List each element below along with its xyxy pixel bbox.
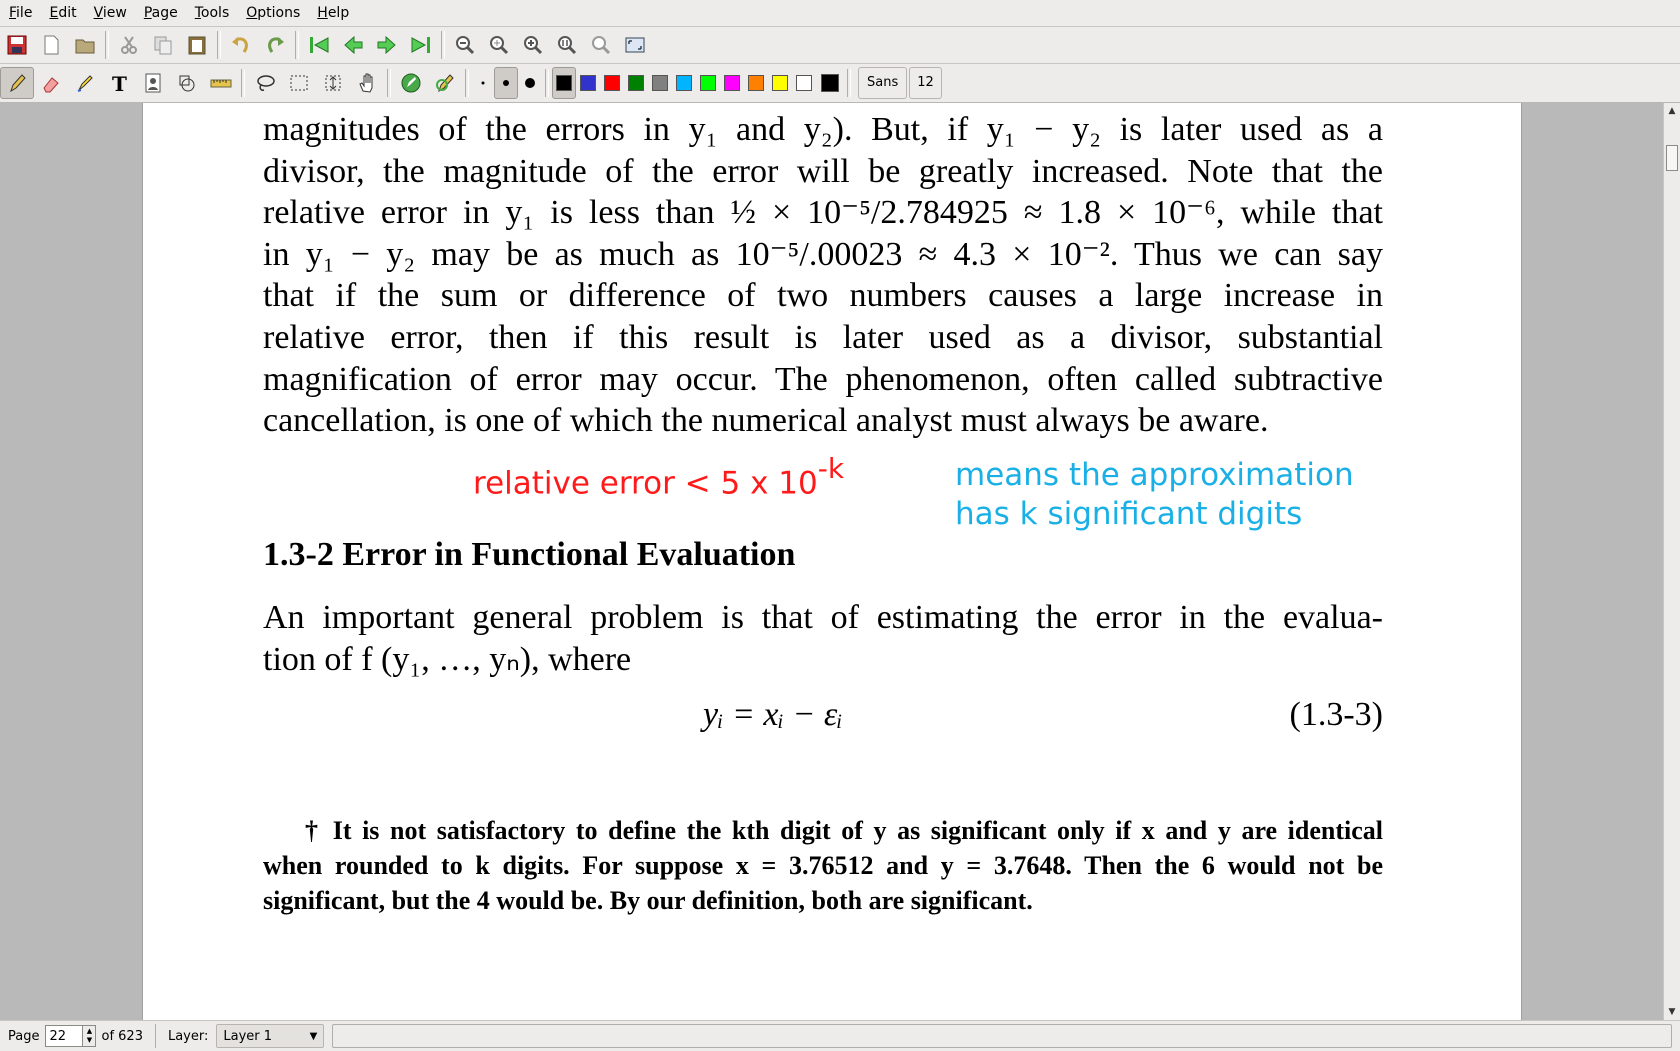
- zoom-out-icon[interactable]: [448, 29, 482, 61]
- status-separator: [155, 1024, 156, 1048]
- color-orange[interactable]: [744, 67, 768, 99]
- ruler-tool-icon[interactable]: [204, 67, 238, 99]
- text-line: † It is not satisfactory to define the kth digit of y as significant only if x and y are identical: [305, 816, 1383, 845]
- color-gray[interactable]: [648, 67, 672, 99]
- menu-page[interactable]: Page: [143, 5, 178, 21]
- menu-options[interactable]: Options: [246, 5, 301, 21]
- paragraph-subtractive-cancellation: [263, 109, 1383, 442]
- toolbar-separator: [441, 31, 445, 59]
- toolbar-separator: [241, 69, 245, 97]
- status-message-field: [332, 1024, 1672, 1048]
- shape-recognizer-icon[interactable]: [170, 67, 204, 99]
- text-line: tion of f (y₁, …, yₙ), where: [263, 640, 632, 678]
- text-line: that if the sum or difference of two numbers causes a large increase in: [263, 277, 1383, 315]
- section-heading: 1.3-2 Error in Functional Evaluation: [263, 536, 796, 573]
- color-black[interactable]: [552, 67, 576, 99]
- menu-edit[interactable]: Edit: [49, 5, 77, 21]
- page-number-input[interactable]: 22: [45, 1025, 83, 1047]
- handwritten-annotation-blue[interactable]: [955, 456, 1354, 534]
- toolbar-separator: [217, 31, 221, 59]
- color-swatch: [556, 75, 572, 91]
- page-spinner[interactable]: [83, 1025, 96, 1047]
- handwritten-annotation-red[interactable]: relative error < 5 x $10^{-k}$: [473, 452, 845, 502]
- text-line: An important general problem is that of estimating the error in the evalua-: [263, 599, 1383, 636]
- text-line: magnitudes of the errors in y₁ and y₂). But, if y₁ − y₂ is later used as a: [263, 111, 1383, 148]
- pen-settings-icon[interactable]: [428, 67, 462, 99]
- toolbar-separator: [105, 31, 109, 59]
- highlighter-tool-icon[interactable]: [68, 67, 102, 99]
- font-size-button[interactable]: 12: [909, 67, 942, 99]
- text-line: when rounded to k digits. For suppose x = 3.76512 and y = 3.7648. Then the 6 would not be: [263, 851, 1383, 880]
- color-red[interactable]: [600, 67, 624, 99]
- page-label: Page: [8, 1028, 40, 1044]
- layer-value: Layer 1: [223, 1028, 273, 1044]
- zoom-width-icon[interactable]: [584, 29, 618, 61]
- text-line: in y₁ − y₂ may be as much as 10⁻⁵/.00023 ≈ 4.3 × 10⁻². Thus we can say: [263, 235, 1383, 273]
- color-magenta[interactable]: [720, 67, 744, 99]
- pdf-page[interactable]: [142, 103, 1522, 1020]
- equation-text: yᵢ = xᵢ − εᵢ: [703, 696, 843, 733]
- text-line: significant, but the 4 would be. By our definition, both are significant.: [263, 886, 1033, 915]
- equation-1-3-3: [263, 696, 1383, 740]
- text-line: relative error in y₁ is less than ½ × 10⁻⁵/2.784925 ≈ 1.8 × 10⁻⁶, while that: [263, 194, 1383, 232]
- zoom-in-icon[interactable]: [516, 29, 550, 61]
- new-document-icon[interactable]: [34, 29, 68, 61]
- rect-select-icon[interactable]: [282, 67, 316, 99]
- paragraph-functional-evaluation: [263, 597, 1383, 680]
- toolbar-separator: [847, 69, 851, 97]
- toolbar-separator: [387, 69, 391, 97]
- page-count: of 623: [101, 1028, 143, 1044]
- fullscreen-icon[interactable]: [618, 29, 652, 61]
- redo-icon[interactable]: [258, 29, 292, 61]
- menu-file[interactable]: File: [9, 5, 33, 21]
- text-tool-icon[interactable]: [102, 67, 136, 99]
- copy-icon[interactable]: [146, 29, 180, 61]
- equation-number: (1.3-3): [1289, 696, 1383, 733]
- scroll-up-icon[interactable]: ▲: [1668, 106, 1676, 116]
- hand-tool-icon[interactable]: [350, 67, 384, 99]
- vertical-space-icon[interactable]: [316, 67, 350, 99]
- layer-select[interactable]: [216, 1024, 324, 1048]
- annotation-line: means the approximation: [955, 457, 1354, 493]
- font-button[interactable]: Sans: [858, 67, 907, 99]
- color-custom[interactable]: [816, 67, 844, 99]
- toolbar-separator: [545, 69, 549, 97]
- lasso-select-icon[interactable]: [248, 67, 282, 99]
- next-page-icon[interactable]: [370, 29, 404, 61]
- footnote: [263, 813, 1383, 918]
- first-page-icon[interactable]: [302, 29, 336, 61]
- menu-tools[interactable]: Tools: [194, 5, 230, 21]
- main-toolbar: [0, 27, 1680, 64]
- paste-icon[interactable]: [180, 29, 214, 61]
- color-yellow[interactable]: [768, 67, 792, 99]
- annotation-line: has k significant digits: [955, 496, 1303, 532]
- text-line: relative error, then if this result is later used as a divisor, substantial: [263, 318, 1383, 356]
- toolbar-separator: [465, 69, 469, 97]
- text-line: cancellation, is one of which the numerical analyst must always be aware.: [263, 402, 1269, 440]
- eraser-tool-icon[interactable]: [34, 67, 68, 99]
- cut-icon[interactable]: [112, 29, 146, 61]
- spin-up-icon[interactable]: ▲: [86, 1027, 93, 1035]
- scrollbar-thumb[interactable]: [1666, 145, 1678, 171]
- menu-bar: [0, 0, 1680, 27]
- toolbar-separator: [295, 31, 299, 59]
- previous-page-icon[interactable]: [336, 29, 370, 61]
- status-bar: [0, 1020, 1680, 1051]
- scroll-down-icon[interactable]: ▼: [1668, 1007, 1676, 1017]
- layer-label: Layer:: [167, 1028, 209, 1044]
- zoom-fit-icon[interactable]: [482, 29, 516, 61]
- thickness-thick-icon[interactable]: [518, 67, 542, 99]
- open-folder-icon[interactable]: [68, 29, 102, 61]
- color-light-green[interactable]: [696, 67, 720, 99]
- menu-view[interactable]: View: [93, 5, 127, 21]
- chevron-down-icon: ▼: [309, 1030, 318, 1042]
- vertical-scrollbar[interactable]: [1663, 103, 1680, 1020]
- thickness-medium-icon[interactable]: [494, 67, 518, 99]
- pen-tool-icon[interactable]: [0, 67, 34, 99]
- color-green[interactable]: [624, 67, 648, 99]
- svg-text:T: T: [112, 72, 127, 94]
- save-icon[interactable]: [0, 29, 34, 61]
- default-pen-icon[interactable]: [394, 67, 428, 99]
- text-line: divisor, the magnitude of the error will be greatly increased. Note that the: [263, 152, 1383, 190]
- last-page-icon[interactable]: [404, 29, 438, 61]
- zoom-100-icon[interactable]: [550, 29, 584, 61]
- document-viewport[interactable]: [0, 103, 1663, 1020]
- tools-toolbar: [0, 64, 1680, 103]
- text-line: magnification of error may occur. The phenomenon, often called subtractive: [263, 360, 1383, 398]
- spin-down-icon[interactable]: ▼: [86, 1036, 93, 1044]
- color-light-blue[interactable]: [672, 67, 696, 99]
- color-white[interactable]: [792, 67, 816, 99]
- undo-icon[interactable]: [224, 29, 258, 61]
- color-blue[interactable]: [576, 67, 600, 99]
- thickness-fine-icon[interactable]: [472, 67, 494, 99]
- menu-help[interactable]: Help: [317, 5, 350, 21]
- image-tool-icon[interactable]: [136, 67, 170, 99]
